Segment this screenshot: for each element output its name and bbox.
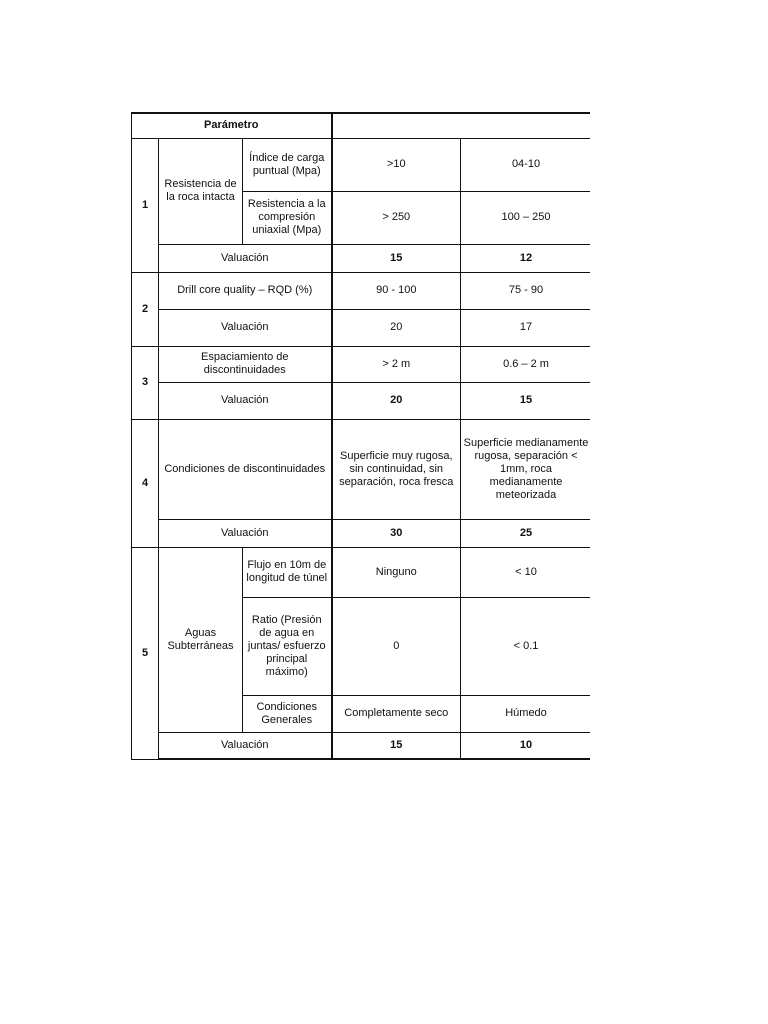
row-5-sub3-label: Condiciones Generales — [243, 695, 332, 732]
row-1-sub2-c2: 100 – 250 — [461, 191, 590, 244]
row-3-c2: 0.6 – 2 m — [461, 346, 590, 382]
header-row — [132, 113, 591, 138]
row-5-sub1 — [132, 547, 591, 597]
row-4-val-c1: 30 — [332, 519, 461, 547]
row-2-valuacion — [132, 309, 591, 346]
row-3-label: Espaciamiento de discontinuidades — [159, 346, 332, 382]
row-1-sub2-c1: > 250 — [332, 191, 461, 244]
row-3-val-c1: 20 — [332, 382, 461, 419]
row-5-valuacion — [132, 732, 591, 759]
row-4-c2: Superficie medianamente rugosa, separación < 1mm, roca medianamente meteorizada — [461, 419, 590, 519]
row-1-label: Resistencia de la roca intacta — [159, 138, 243, 244]
row-5-sub2-c2: < 0.1 — [461, 597, 590, 695]
row-1-sub1-c1: >10 — [332, 138, 461, 191]
row-1-sub1-label: Índice de carga puntual (Mpa) — [243, 138, 332, 191]
row-4-label: Condiciones de discontinuidades — [159, 419, 332, 519]
row-3 — [132, 346, 591, 382]
parametro-header: Parámetro — [132, 113, 332, 138]
row-5-sub3-c1: Completamente seco — [332, 695, 461, 732]
rmr-parameters-table — [131, 112, 590, 760]
row-3-val-label: Valuación — [159, 382, 332, 419]
row-5-sub1-c1: Ninguno — [332, 547, 461, 597]
row-number-3: 3 — [132, 346, 159, 419]
row-1-val-label: Valuación — [159, 244, 332, 272]
row-number-2: 2 — [132, 272, 159, 346]
row-2 — [132, 272, 591, 309]
row-2-val-c2: 17 — [461, 309, 590, 346]
row-5-sub2-c1: 0 — [332, 597, 461, 695]
row-4-val-label: Valuación — [159, 519, 332, 547]
row-3-c1: > 2 m — [332, 346, 461, 382]
row-1-val-c1: 15 — [332, 244, 461, 272]
header-empty-cell — [332, 113, 590, 138]
row-1-sub2-label: Resistencia a la compresión uniaxial (Mpa) — [243, 191, 332, 244]
row-1-valuacion — [132, 244, 591, 272]
row-number-1: 1 — [132, 138, 159, 272]
row-2-val-label: Valuación — [159, 309, 332, 346]
row-5-val-c2: 10 — [461, 732, 590, 759]
rmr-table-container — [131, 112, 590, 763]
row-number-5: 5 — [132, 547, 159, 759]
row-5-val-c1: 15 — [332, 732, 461, 759]
row-1-sub1-c2: 04-10 — [461, 138, 590, 191]
row-number-4: 4 — [132, 419, 159, 547]
row-3-val-c2: 15 — [461, 382, 590, 419]
row-5-sub1-c2: < 10 — [461, 547, 590, 597]
row-5-sub1-label: Flujo en 10m de longitud de túnel — [243, 547, 332, 597]
row-2-c1: 90 - 100 — [332, 272, 461, 309]
row-3-valuacion — [132, 382, 591, 419]
row-5-sub3-c2: Húmedo — [461, 695, 590, 732]
row-4 — [132, 419, 591, 519]
row-1-sub1 — [132, 138, 591, 191]
row-4-val-c2: 25 — [461, 519, 590, 547]
row-2-val-c1: 20 — [332, 309, 461, 346]
row-5-val-label: Valuación — [159, 732, 332, 759]
row-5-label: Aguas Subterráneas — [159, 547, 243, 732]
row-1-val-c2: 12 — [461, 244, 590, 272]
row-2-label: Drill core quality – RQD (%) — [159, 272, 332, 309]
row-2-c2: 75 - 90 — [461, 272, 590, 309]
row-5-sub2-label: Ratio (Presión de agua en juntas/ esfuerzo principal máximo) — [243, 597, 332, 695]
row-4-valuacion — [132, 519, 591, 547]
row-4-c1: Superficie muy rugosa, sin continuidad, sin separación, roca fresca — [332, 419, 461, 519]
